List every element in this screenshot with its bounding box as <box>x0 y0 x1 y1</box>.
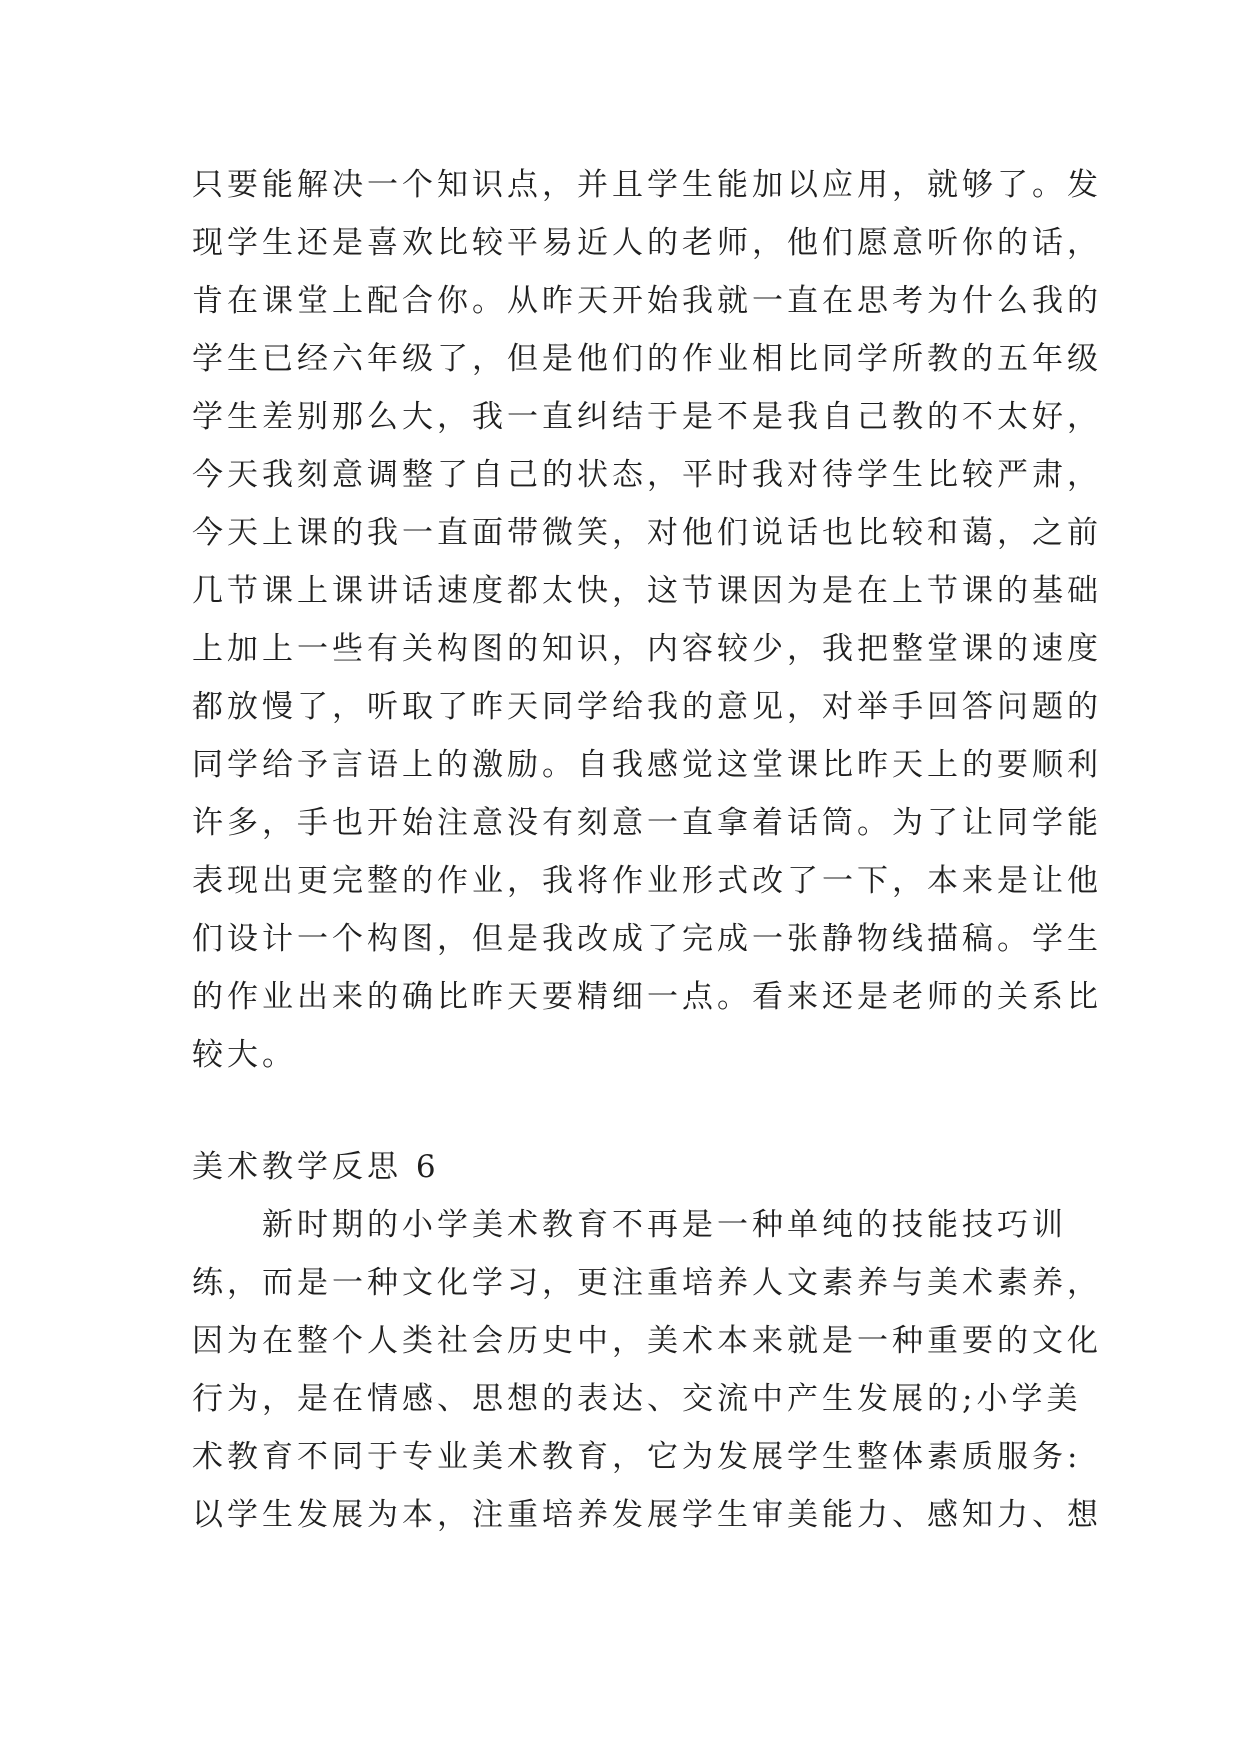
paragraph-line: 行为，是在情感、思想的表达、交流中产生发展的;小学美 <box>192 1381 1082 1417</box>
paragraph-2 <box>192 1196 1102 1544</box>
section-heading: 美术教学反思 6 <box>192 1149 440 1185</box>
paragraph-line: 术教育不同于专业美术教育，它为发展学生整体素质服务: <box>192 1439 1082 1475</box>
paragraph-line: 的作业出来的确比昨天要精细一点。看来还是老师的关系比 <box>192 979 1102 1015</box>
paragraph-line: 现学生还是喜欢比较平易近人的老师，他们愿意听你的话， <box>192 225 1102 261</box>
paragraph-line: 新时期的小学美术教育不再是一种单纯的技能技巧训 <box>192 1207 1067 1243</box>
paragraph-line: 几节课上课讲话速度都太快，这节课因为是在上节课的基础 <box>192 573 1102 609</box>
paragraph-1 <box>192 156 1102 1084</box>
paragraph-line: 肯在课堂上配合你。从昨天开始我就一直在思考为什么我的 <box>192 283 1102 319</box>
paragraph-line: 都放慢了，听取了昨天同学给我的意见，对举手回答问题的 <box>192 689 1102 725</box>
paragraph-line: 今天上课的我一直面带微笑，对他们说话也比较和蔼，之前 <box>192 515 1102 551</box>
paragraph-line: 练，而是一种文化学习，更注重培养人文素养与美术素养， <box>192 1265 1102 1301</box>
paragraph-line: 表现出更完整的作业，我将作业形式改了一下，本来是让他 <box>192 863 1102 899</box>
paragraph-line: 学生已经六年级了，但是他们的作业相比同学所教的五年级 <box>192 341 1102 377</box>
paragraph-line: 今天我刻意调整了自己的状态，平时我对待学生比较严肃， <box>192 457 1102 493</box>
paragraph-line: 学生差别那么大，我一直纠结于是不是我自己教的不太好， <box>192 399 1102 435</box>
paragraph-line: 因为在整个人类社会历史中，美术本来就是一种重要的文化 <box>192 1323 1102 1359</box>
paragraph-line: 只要能解决一个知识点，并且学生能加以应用，就够了。发 <box>192 167 1102 203</box>
paragraph-line: 许多，手也开始注意没有刻意一直拿着话筒。为了让同学能 <box>192 805 1102 841</box>
paragraph-line: 以学生发展为本，注重培养发展学生审美能力、感知力、想 <box>192 1497 1102 1533</box>
paragraph-line: 上加上一些有关构图的知识，内容较少，我把整堂课的速度 <box>192 631 1102 667</box>
paragraph-line: 较大。 <box>192 1037 297 1073</box>
paragraph-line: 们设计一个构图，但是我改成了完成一张静物线描稿。学生 <box>192 921 1102 957</box>
paragraph-line: 同学给予言语上的激励。自我感觉这堂课比昨天上的要顺利 <box>192 747 1102 783</box>
